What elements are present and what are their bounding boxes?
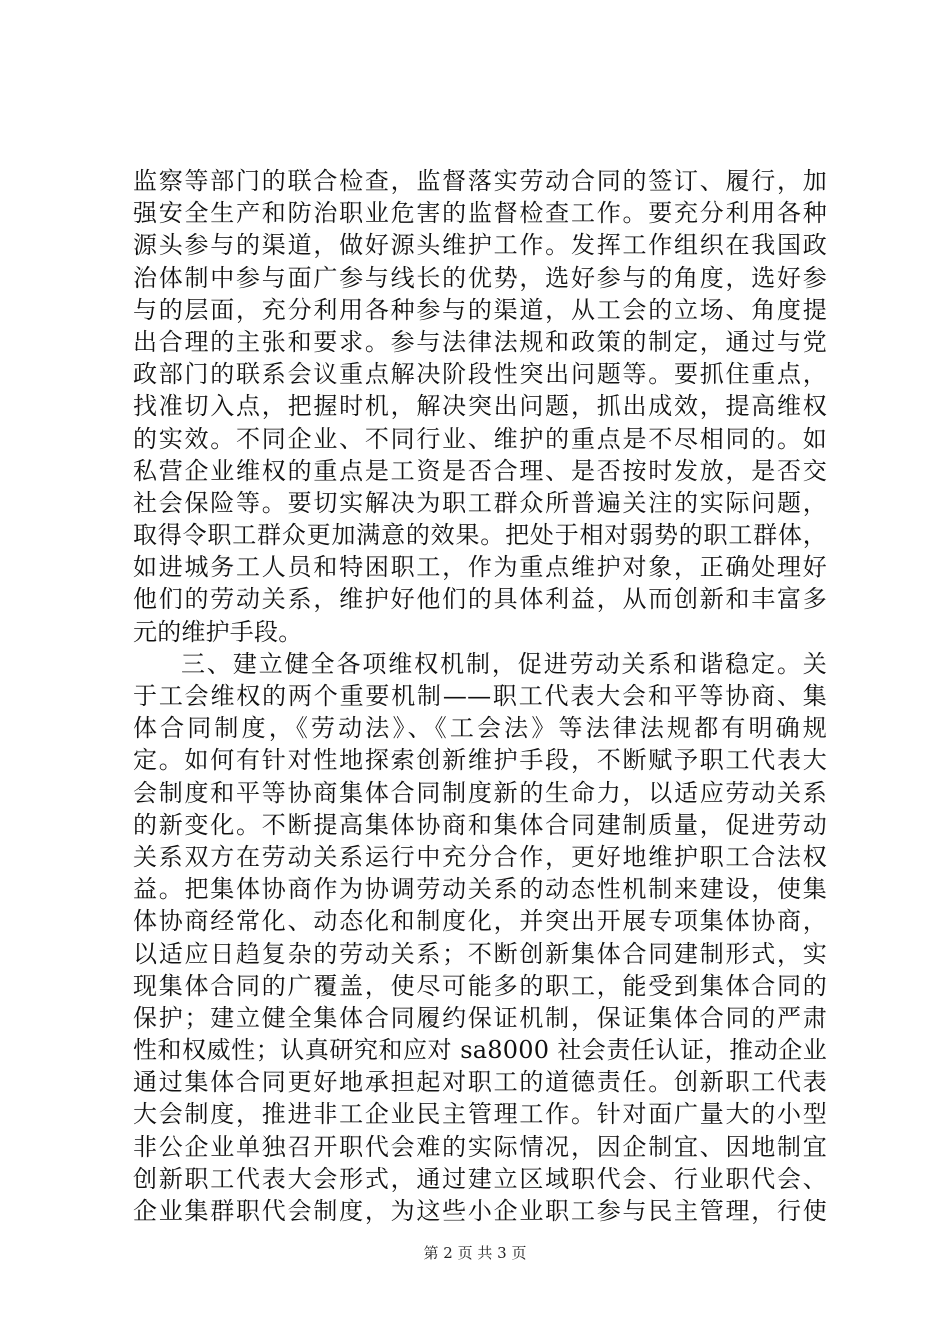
text-line: 的实效。不同企业、不同行业、维护的重点是不尽相同的。如 <box>133 424 827 453</box>
text-line: 找准切入点，把握时机，解决突出问题，抓出成效，提高维权 <box>133 392 827 421</box>
text-line: 私营企业维权的重点是工资是否合理、是否按时发放，是否交 <box>133 456 827 485</box>
text-line: 以适应日趋复杂的劳动关系；不断创新集体合同建制形式，实 <box>133 939 827 968</box>
text-line: 非公企业单独召开职代会难的实际情况，因企制宜、因地制宜 <box>133 1132 827 1161</box>
text-line: 保护；建立健全集体合同履约保证机制，保证集体合同的严肃 <box>133 1003 827 1032</box>
text-line: 通过集体合同更好地承担起对职工的道德责任。创新职工代表 <box>133 1068 827 1097</box>
text-line: 如进城务工人员和特困职工，作为重点维护对象，正确处理好 <box>133 553 827 582</box>
text-line: 创新职工代表大会形式，通过建立区域职代会、行业职代会、 <box>133 1164 827 1193</box>
text-line: 源头参与的渠道，做好源头维护工作。发挥工作组织在我国政 <box>133 231 827 260</box>
text-line: 的新变化。不断提高集体协商和集体合同建制质量，促进劳动 <box>133 810 827 839</box>
text-line: 性和权威性；认真研究和应对 sa8000 社会责任认证，推动企业 <box>133 1036 827 1065</box>
text-line: 关系双方在劳动关系运行中充分合作，更好地维护职工合法权 <box>133 842 827 871</box>
text-line: 强安全生产和防治职业危害的监督检查工作。要充分利用各种 <box>133 199 827 228</box>
body-text <box>133 165 827 1227</box>
text-line: 体协商经常化、动态化和制度化，并突出开展专项集体协商， <box>133 907 827 936</box>
text-line: 他们的劳动关系，维护好他们的具体利益，从而创新和丰富多 <box>133 585 827 614</box>
text-line: 监察等部门的联合检查，监督落实劳动合同的签订、履行，加 <box>133 167 827 195</box>
text-line: 于工会维权的两个重要机制——职工代表大会和平等协商、集 <box>133 682 827 710</box>
text-line: 益。把集体协商作为协调劳动关系的动态性机制来建设，使集 <box>133 875 827 904</box>
text-line: 大会制度，推进非工企业民主管理工作。针对面广量大的小型 <box>133 1100 827 1129</box>
text-line: 企业集群职代会制度，为这些小企业职工参与民主管理，行使 <box>133 1197 827 1225</box>
text-line: 定。如何有针对性地探索创新维护手段，不断赋予职工代表大 <box>133 746 827 775</box>
text-line: 政部门的联系会议重点解决阶段性突出问题等。要抓住重点， <box>133 360 827 389</box>
page-number-footer: 第 2 页 共 3 页 <box>423 1244 527 1262</box>
text-line: 元的维护手段。 <box>133 617 303 646</box>
text-line: 现集体合同的广覆盖，使尽可能多的职工，能受到集体合同的 <box>133 971 827 1000</box>
text-line: 治体制中参与面广参与线长的优势，选好参与的角度，选好参 <box>133 263 827 292</box>
text-line: 会制度和平等协商集体合同制度新的生命力，以适应劳动关系 <box>133 778 827 807</box>
text-line: 社会保险等。要切实解决为职工群众所普遍关注的实际问题， <box>133 488 827 517</box>
text-line: 出合理的主张和要求。参与法律法规和政策的制定，通过与党 <box>133 327 827 356</box>
text-line: 取得令职工群众更加满意的效果。把处于相对弱势的职工群体， <box>133 521 827 550</box>
text-line: 体合同制度，《劳动法》、《工会法》等法律法规都有明确规 <box>133 714 827 743</box>
paragraph-first-line: 三、建立健全各项维权机制，促进劳动关系和谐稳定。关 <box>181 649 827 678</box>
text-line: 与的层面，充分利用各种参与的渠道，从工会的立场、角度提 <box>133 295 827 324</box>
